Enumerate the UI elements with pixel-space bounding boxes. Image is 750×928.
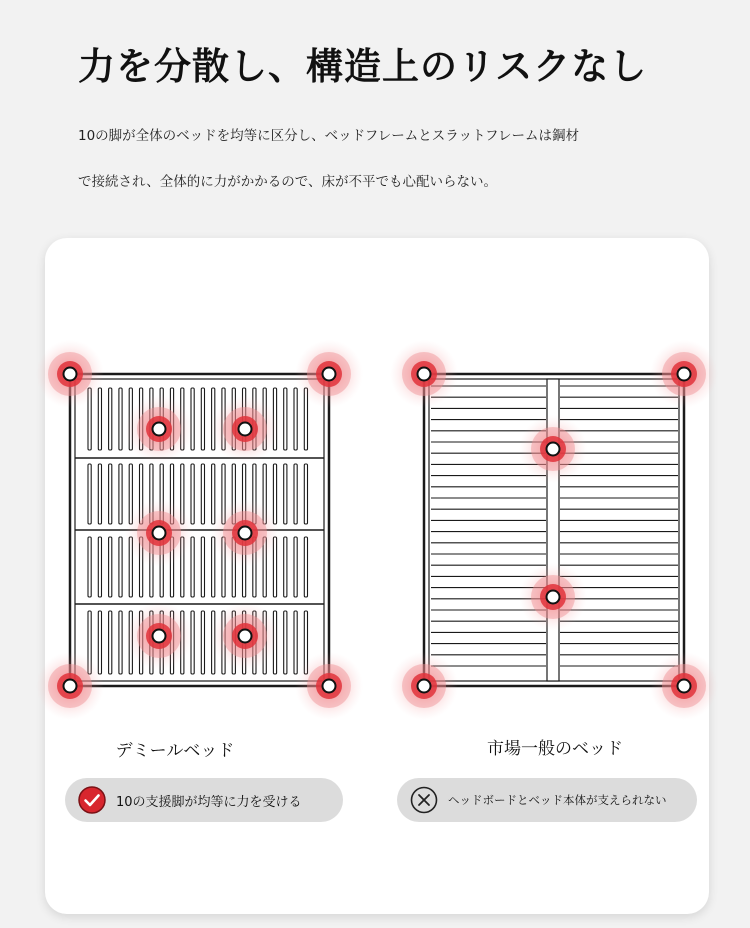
slat [201, 388, 204, 450]
slat [191, 464, 194, 524]
support-point [211, 602, 279, 670]
description-line-1: 10の脚が全体のベッドを均等に区分し、ベッドフレームとスラットフレームは鋼材 [78, 128, 580, 144]
slat [98, 537, 101, 597]
support-point [650, 652, 718, 720]
left-bed-title: デミールベッド [115, 741, 235, 761]
slat [119, 537, 122, 597]
check-icon [77, 785, 107, 815]
support-point [36, 652, 104, 720]
slat [109, 388, 112, 450]
slat [98, 388, 101, 450]
slat [88, 464, 91, 524]
slat [119, 464, 122, 524]
slat [201, 537, 204, 597]
support-point [211, 499, 279, 567]
slat [98, 464, 101, 524]
slat [109, 464, 112, 524]
support-point [519, 415, 587, 483]
slat [201, 611, 204, 674]
slat [304, 537, 307, 597]
cross-icon [409, 785, 439, 815]
slat [109, 611, 112, 674]
slat [304, 464, 307, 524]
right-badge-text: ヘッドボードとベッド本体が支えられない [448, 793, 667, 807]
support-point [390, 652, 458, 720]
left-bed-diagram [70, 374, 329, 686]
page-title: 力を分散し、構造上のリスクなし [78, 45, 648, 88]
slat [273, 464, 276, 524]
slat [191, 537, 194, 597]
slat [294, 388, 297, 450]
description-line-2: で接続され、全体的に力がかかるので、床が不平でも心配いらない。 [78, 174, 498, 190]
support-point [650, 340, 718, 408]
support-point [211, 395, 279, 463]
support-point [295, 652, 363, 720]
slat [294, 537, 297, 597]
slat [98, 611, 101, 674]
slat [119, 388, 122, 450]
slat [294, 611, 297, 674]
slat [284, 537, 287, 597]
slat [284, 611, 287, 674]
support-point [390, 340, 458, 408]
left-badge-text: 10の支援脚が均等に力を受ける [116, 794, 302, 810]
support-point [295, 340, 363, 408]
slat [88, 537, 91, 597]
slat [109, 537, 112, 597]
slat [212, 464, 215, 524]
support-point [36, 340, 104, 408]
slat [294, 464, 297, 524]
right-feature-badge [397, 778, 697, 822]
right-bed-title: 市場一般のベッド [487, 739, 623, 759]
support-point [125, 602, 193, 670]
left-feature-badge [65, 778, 343, 822]
support-point [519, 563, 587, 631]
slat [284, 464, 287, 524]
slat [201, 464, 204, 524]
slat [119, 611, 122, 674]
support-point [125, 395, 193, 463]
slat [284, 388, 287, 450]
support-point [125, 499, 193, 567]
